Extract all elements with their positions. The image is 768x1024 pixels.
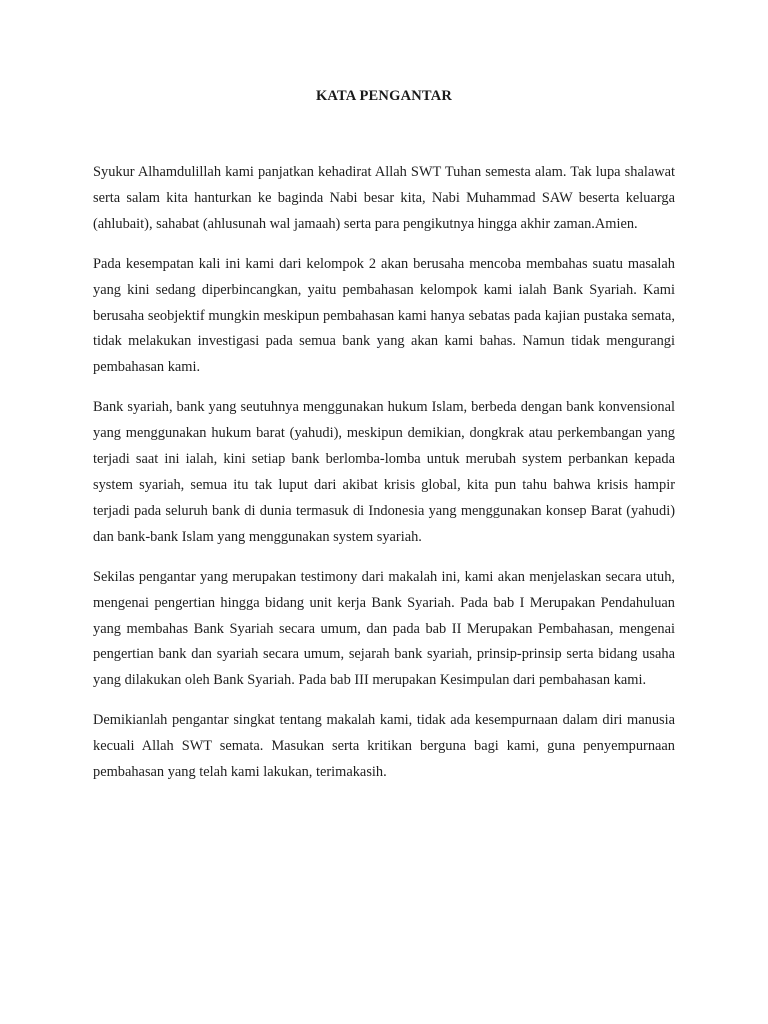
paragraph-closing: Demikianlah pengantar singkat tentang makalah kami, tidak ada kesempurnaan dalam diri manusia kecuali Allah SWT semata. Masukan serta kritikan berguna bagi kami, guna penyempurnaan pembahasan yang telah kami lakukan, terimakasih. [93, 712, 675, 781]
paragraph-topic: Pada kesempatan kali ini kami dari kelompok 2 akan berusaha mencoba membahas suatu masalah yang kini sedang diperbincangkan, yaitu pembahasan kelompok kami ialah Bank Syariah. Kami berusaha seobjektif mungkin meskipun pembahasan kami hanya sebatas pada kajian pustaka semata, tidak melakukan investigasi pada semua bank yang akan kami bahas. Namun tidak mengurangi pembahasan kami. [93, 255, 675, 376]
page-title: KATA PENGANTAR [315, 88, 453, 104]
paragraph-opening: Syukur Alhamdulillah kami panjatkan kehadirat Allah SWT Tuhan semesta alam. Tak lupa shalawat serta salam kita hanturkan ke baginda Nabi besar kita, Nabi Muhammad SAW beserta keluarga (ahlubait), sahabat (ahlusunah wal jamaah) serta para pengikutnya hingga akhir zaman.Amien. [93, 164, 675, 232]
paragraph-overview: Sekilas pengantar yang merupakan testimony dari makalah ini, kami akan menjelaskan secara utuh, mengenai pengertian hingga bidang unit kerja Bank Syariah. Pada bab I Merupakan Pendahuluan yang membahas Bank Syariah secara umum, dan pada bab II Merupakan Pembahasan, mengenai pengertian bank dan syariah secara umum, sejarah bank syariah, prinsip-prinsip serta bidang usaha yang dilakukan oleh Bank Syariah. Pada bab III merupakan Kesimpulan dari pembahasan kami. [93, 568, 675, 689]
document-body [93, 160, 675, 800]
paragraph-bank-syariah: Bank syariah, bank yang seutuhnya menggunakan hukum Islam, berbeda dengan bank konvensional yang menggunakan hukum barat (yahudi), meskipun demikian, dongkrak atau perkembangan yang terjadi saat ini ialah, kini setiap bank berlomba-lomba untuk merubah system perbankan kepada system syariah, semua itu tak luput dari akibat krisis global, kita pun tahu bahwa krisis hampir terjadi pada seluruh bank di dunia termasuk di Indonesia yang menggunakan konsep Barat (yahudi) dan bank-bank Islam yang menggunakan system syariah. [93, 399, 675, 545]
